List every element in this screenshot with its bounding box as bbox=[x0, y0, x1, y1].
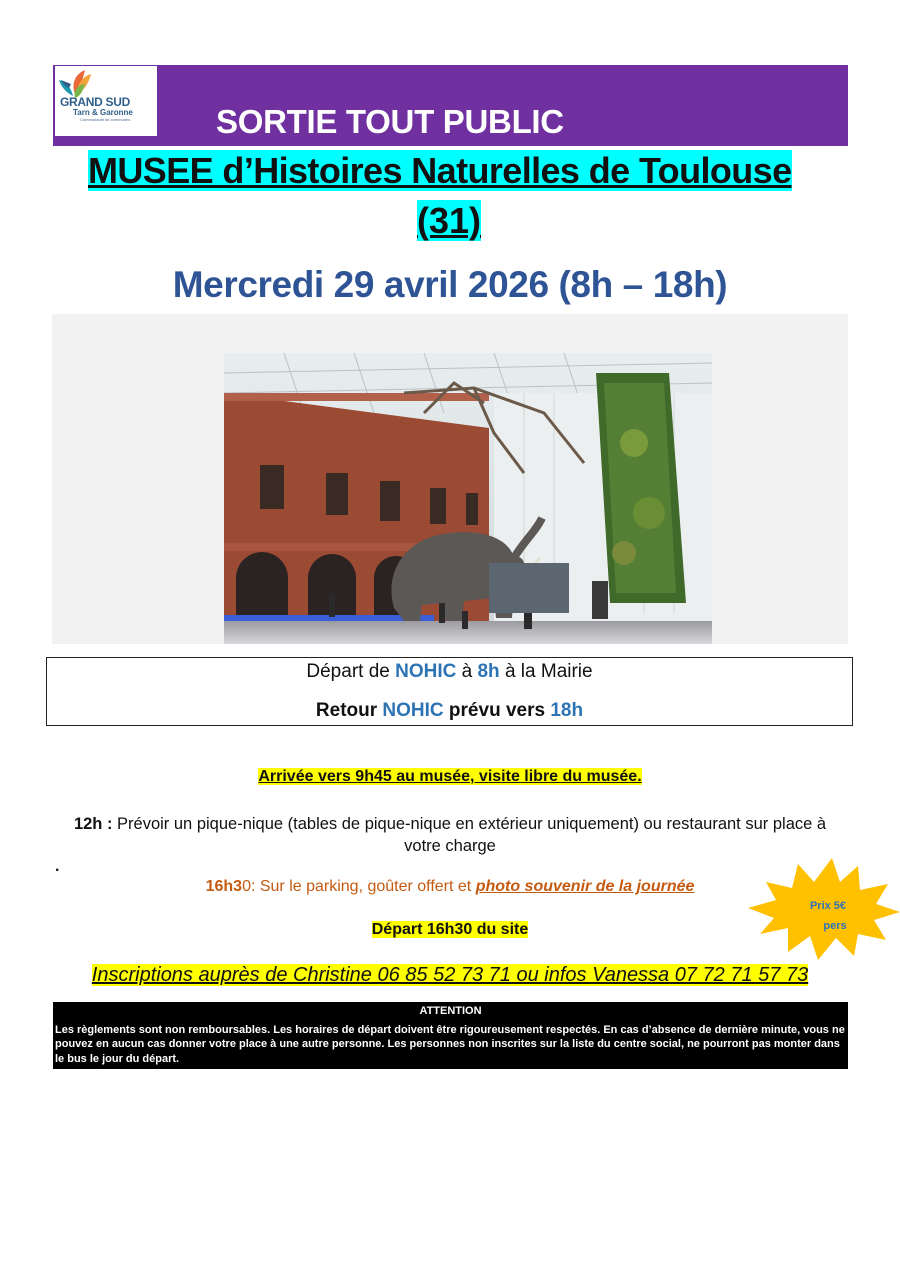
event-title-line2 bbox=[417, 198, 481, 244]
arrival-info bbox=[0, 768, 900, 786]
registration-text: Inscriptions auprès de Christine 06 85 52 73 71 ou infos Vanessa 07 72 71 57 73 bbox=[91, 964, 809, 986]
bullet-dot: . bbox=[55, 858, 60, 875]
event-title-line1 bbox=[88, 148, 792, 194]
museum-photo bbox=[224, 353, 712, 644]
return-time: 18h bbox=[550, 700, 584, 721]
return-prefix: Retour bbox=[315, 700, 383, 721]
attention-notice bbox=[53, 1002, 848, 1069]
event-date: Mercredi 29 avril 2026 (8h – 18h) bbox=[172, 264, 728, 305]
snack-text: 0: Sur le parking, goûter offert et bbox=[242, 878, 476, 895]
return-place: NOHIC bbox=[382, 700, 444, 721]
price-label bbox=[800, 896, 856, 936]
event-title-text1: MUSEE d’Histoires Naturelles de Toulouse bbox=[88, 150, 792, 191]
event-title-text2: (31) bbox=[417, 200, 482, 241]
logo-subtitle: Tarn & Garonne bbox=[73, 108, 133, 117]
logo-name: GRAND SUD bbox=[60, 95, 130, 109]
snack-time: 16h3 bbox=[205, 878, 243, 895]
departure-mid: à bbox=[456, 661, 478, 682]
logo-caption: Communauté de communes bbox=[80, 117, 131, 122]
attention-body: Les règlements sont non remboursables. Les horaires de départ doivent être rigoureusement respectés. En cas d’absence de dernière minute, vous ne pouvez en aucun cas donner votre place à une autre personne. Les personnes non inscrites sur la liste du centre social, ne pourront pas monter dans le bus le jour du départ. bbox=[55, 1023, 845, 1065]
logo-text bbox=[60, 96, 156, 122]
departure-suffix: à la Mairie bbox=[499, 661, 593, 682]
departure-line bbox=[46, 661, 853, 683]
snack-photo: photo souvenir de la journée bbox=[475, 878, 695, 895]
departure-prefix: Départ de bbox=[306, 661, 396, 682]
lunch-info bbox=[58, 813, 842, 857]
header-title: SORTIE TOUT PUBLIC bbox=[216, 103, 564, 140]
lunch-text: Prévoir un pique-nique (tables de pique-nique en extérieur uniquement) ou restaurant sur place à votre charge bbox=[112, 815, 827, 855]
museum-hall-image bbox=[224, 353, 712, 644]
departure-place: NOHIC bbox=[395, 661, 457, 682]
attention-heading: ATTENTION bbox=[419, 1005, 482, 1017]
lunch-time: 12h : bbox=[73, 815, 113, 833]
departure-time: 8h bbox=[477, 661, 500, 682]
arrival-text: Arrivée vers 9h45 au musée, visite libre du musée. bbox=[258, 768, 642, 785]
registration-info bbox=[0, 964, 900, 987]
price-amount: Prix 5€ bbox=[809, 900, 847, 912]
return-line bbox=[46, 700, 853, 722]
price-unit: pers bbox=[823, 920, 847, 932]
site-departure-text: Départ 16h30 du site bbox=[371, 921, 529, 938]
return-mid: prévu vers bbox=[443, 700, 551, 721]
